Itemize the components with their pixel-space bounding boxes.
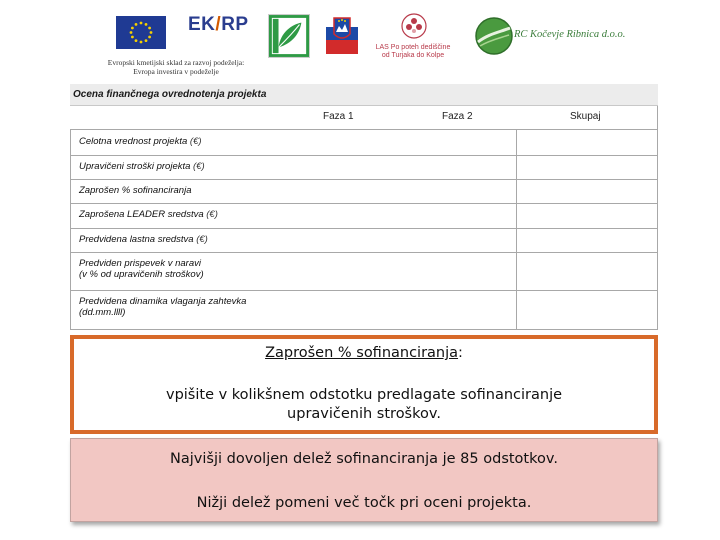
las-logo (368, 12, 458, 64)
eu-caption-line-1: Evropski kmetijski sklad za razvoj podeželja: (107, 58, 245, 67)
cofinancing-explanation-box (70, 335, 658, 434)
column-header-phase-2: Faza 2 (442, 111, 473, 122)
row-sublabel: (dd.mm.llll) (79, 307, 126, 318)
leader-logo (268, 14, 310, 58)
callout-body (74, 386, 654, 424)
callout-title-text: Zaprošen % sofinanciranja (265, 345, 459, 361)
row-eligible-costs (79, 161, 205, 172)
rc-kocevje-ribnica-logo (474, 16, 634, 60)
grid-line (657, 106, 658, 329)
eu-stars-icon (116, 16, 166, 49)
form-heading: Ocena finančnega ovrednotenja projekta (73, 89, 267, 100)
grid-line (70, 329, 658, 330)
column-header-total: Skupaj (570, 111, 601, 122)
row-unit: (€) (203, 209, 218, 220)
eu-fund-caption (96, 58, 256, 76)
grid-line (70, 129, 71, 329)
ekrp-logo (188, 14, 250, 40)
rc-globe-icon (474, 16, 514, 56)
grid-line (70, 129, 658, 130)
las-name (368, 44, 458, 60)
las-name-line-1: LAS Po poteh dediščine (375, 44, 451, 51)
row-label: Zaprošen % sofinanciranja (79, 185, 192, 196)
row-unit: (€) (193, 234, 208, 245)
grid-line (70, 290, 658, 291)
row-unit: (€) (190, 161, 205, 172)
callout-title (74, 345, 654, 361)
row-label: Upravičeni stroški projekta (79, 161, 191, 172)
grid-line (70, 203, 658, 204)
leader-leaf-icon (269, 15, 309, 57)
ekrp-left: EK (188, 14, 216, 35)
row-label: Predviden prispevek v naravi (79, 258, 201, 269)
note-line-2: Nižji delež pomeni več točk pri oceni projekta. (196, 495, 532, 511)
column-header-phase-1: Faza 1 (323, 111, 354, 122)
las-name-line-2: od Turjaka do Kolpe (381, 52, 445, 59)
grid-line (70, 228, 658, 229)
las-flower-icon (400, 12, 428, 40)
row-leader-funds (79, 209, 218, 220)
row-label: Celotna vrednost projekta (79, 136, 188, 147)
row-label: Predvidena dinamika vlaganja zahtevka (79, 296, 247, 307)
row-cofinancing-percent (79, 185, 191, 196)
row-sublabel: (v % od upravičenih stroškov) (79, 269, 204, 280)
grid-line (70, 155, 658, 156)
row-in-kind-contribution (79, 258, 204, 280)
rc-company-name: RC Kočevje Ribnica d.o.o. (514, 29, 626, 40)
callout-title-colon: : (458, 345, 463, 361)
grid-line (70, 252, 658, 253)
callout-body-line-2: upravičenih stroškov. (287, 406, 441, 422)
row-unit: (€) (187, 136, 202, 147)
grid-line (70, 179, 658, 180)
note-line-1: Najvišji dovoljen delež sofinanciranja je 85 odstotkov. (170, 451, 558, 467)
eu-flag-logo (116, 16, 166, 49)
eu-caption-line-2: Evropa investira v podeželje (133, 67, 219, 76)
grid-line (516, 129, 517, 329)
row-total-project-value (79, 136, 202, 147)
row-label: Zaprošena LEADER sredstva (79, 209, 204, 220)
row-own-funds (79, 234, 208, 245)
ekrp-leaf: / (215, 14, 222, 35)
coat-of-arms-icon (326, 14, 358, 54)
row-label: Predvidena lastna sredstva (79, 234, 194, 245)
cofinancing-limit-note (70, 438, 658, 522)
callout-body-line-1: vpišite v kolikšnem odstotku predlagate sofinanciranje (165, 387, 563, 403)
form-heading-bar (70, 84, 658, 106)
financial-evaluation-form (70, 84, 658, 330)
slovenia-coat-of-arms-logo (326, 14, 358, 54)
ekrp-right: RP (221, 14, 249, 35)
row-claim-schedule (79, 296, 246, 318)
